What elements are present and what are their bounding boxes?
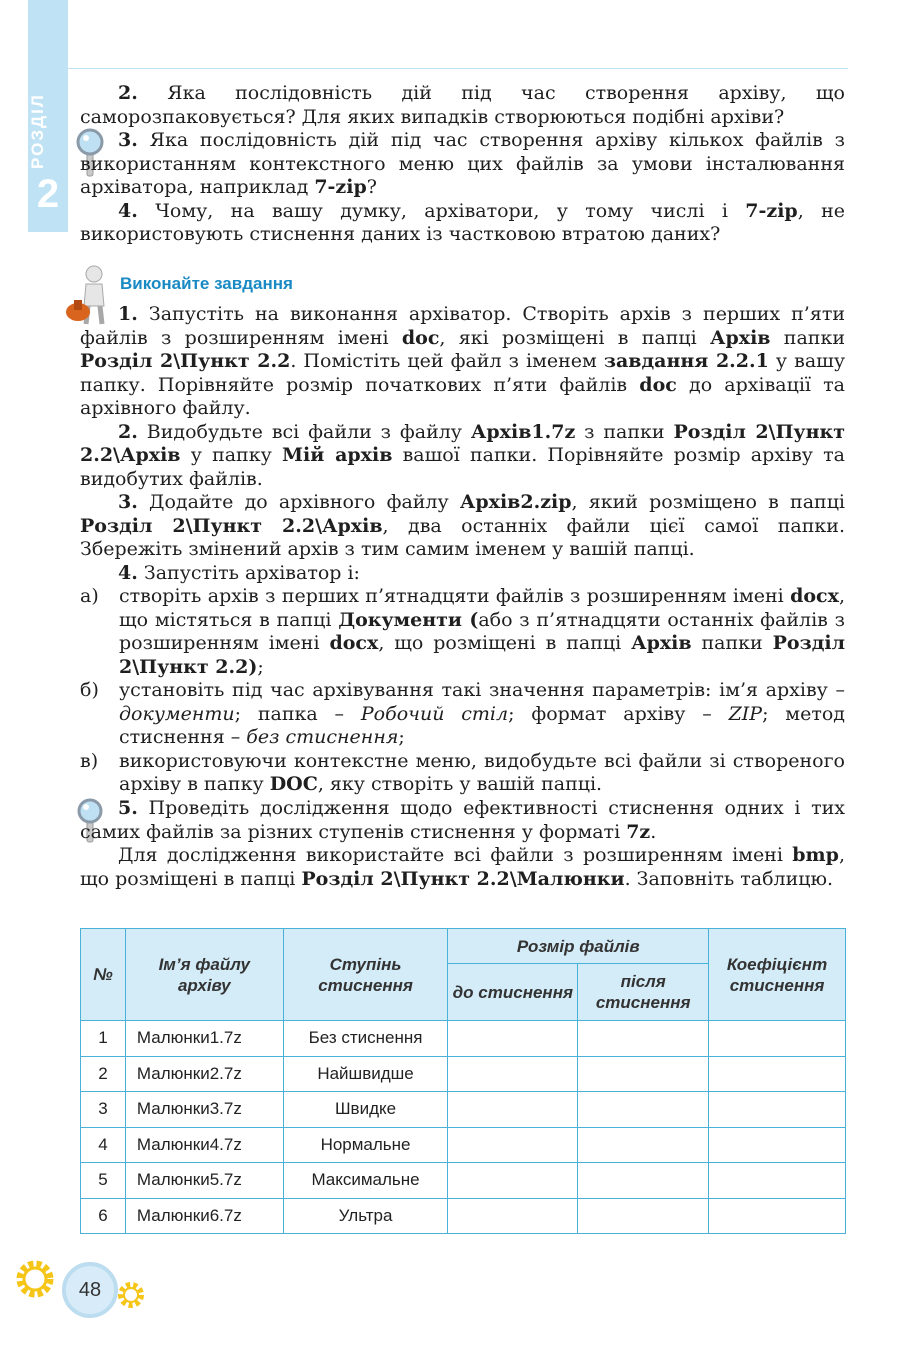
top-rule xyxy=(68,68,848,69)
row-file-name: Малюнки6.7z xyxy=(125,1198,283,1234)
row-size-before xyxy=(448,1092,578,1128)
row-degree: Нормальне xyxy=(283,1127,448,1163)
table-row xyxy=(81,1163,846,1199)
gear-icon xyxy=(14,1258,56,1300)
row-ratio xyxy=(709,1092,846,1128)
header-num: № xyxy=(81,929,126,1021)
row-file-name: Малюнки5.7z xyxy=(125,1163,283,1199)
row-num: 3 xyxy=(81,1092,126,1128)
row-ratio xyxy=(709,1127,846,1163)
header-file-name: Ім’я файлу архіву xyxy=(125,929,283,1021)
question-4: 4. Чому, на вашу думку, архіватори, у тому числі і 7-zip, не використовують стиснення даних із частковою втратою даних? xyxy=(80,199,845,245)
task-3: 3. Додайте до архівного файлу Архів2.zip, який розміщено в папці Розділ 2\Пункт 2.2\Архів, два останніх файли цієї самої папки. Збережіть змінений архів з тим самим іменем у вашій папці. xyxy=(80,491,845,560)
row-file-name: Малюнки2.7z xyxy=(125,1056,283,1092)
questions-block xyxy=(80,82,845,247)
tasks-block xyxy=(80,303,845,797)
row-file-name: Малюнки3.7z xyxy=(125,1092,283,1128)
results-table xyxy=(80,928,846,1234)
task-5: 5. Проведіть дослідження щодо ефективності стиснення одних і тих самих файлів за різних ступенів стиснення у форматі 7z. xyxy=(80,797,845,843)
row-ratio xyxy=(709,1056,846,1092)
page-number: 48 xyxy=(62,1262,118,1318)
row-size-before xyxy=(448,1021,578,1057)
row-size-after xyxy=(578,1056,709,1092)
row-degree: Без стиснення xyxy=(283,1021,448,1057)
question-3: 3. Яка послідовність дій під час створення архіву кількох файлів з використанням контекстного меню цих файлів за умови інсталювання архіватора, наприклад 7-zip? xyxy=(80,129,845,198)
task-4-item-a: а) створіть архів з перших п’ятнадцяти файлів з розширенням імені docx, що містяться в папці Документи (або з п’ятнадцяти останніх файлів з розширенням імені docx, що розміщені в папці Архів папки Розділ 2\Пункт 2.2); xyxy=(80,585,845,678)
table-row xyxy=(81,1198,846,1234)
row-size-after xyxy=(578,1092,709,1128)
header-compression-degree: Ступінь стиснення xyxy=(283,929,448,1021)
section-heading: Виконайте завдання xyxy=(120,274,293,293)
row-degree: Швидке xyxy=(283,1092,448,1128)
row-size-after xyxy=(578,1127,709,1163)
task-4-item-c: в) використовуючи контекстне меню, видобудьте всі файли зі створеного архіву в папку DOC, яку створіть у вашій папці. xyxy=(80,749,845,795)
task-2: 2. Видобудьте всі файли з файлу Архів1.7z з папки Розділ 2\Пункт 2.2\Архів у папку Мій архів вашої папки. Порівняйте розмір архіву та видобутих файлів. xyxy=(80,420,845,490)
row-file-name: Малюнки4.7z xyxy=(125,1127,283,1163)
table-row xyxy=(81,1127,846,1163)
task-1: 1. Запустіть на виконання архіватор. Створіть архів з перших п’яти файлів з розширенням імені doc, які розміщені в папці Архів папки Розділ 2\Пункт 2.2. Помістіть цей файл з іменем завдання 2.2.1 у вашу папку. Порівняйте розмір початкових п’яти файлів doc до архівації та архівного файлу. xyxy=(80,303,846,419)
row-num: 6 xyxy=(81,1198,126,1234)
table-row xyxy=(81,1056,846,1092)
chapter-tab-word: РОЗДІЛ xyxy=(28,93,47,169)
row-num: 1 xyxy=(81,1021,126,1057)
row-ratio xyxy=(709,1198,846,1234)
row-size-before xyxy=(448,1198,578,1234)
row-size-before xyxy=(448,1163,578,1199)
row-size-after xyxy=(578,1163,709,1199)
table-row xyxy=(81,1092,846,1128)
row-degree: Найшвидше xyxy=(283,1056,448,1092)
row-num: 5 xyxy=(81,1163,126,1199)
task-4: 4. Запустіть архіватор і: xyxy=(118,561,360,584)
header-compression-ratio: Коефіцієнт стиснення xyxy=(709,929,846,1021)
row-num: 2 xyxy=(81,1056,126,1092)
row-file-name: Малюнки1.7z xyxy=(125,1021,283,1057)
task-5-instructions: Для дослідження використайте всі файли з розширенням імені bmp, що розміщені в папці Розділ 2\Пункт 2.2\Малюнки. Заповніть таблицю. xyxy=(80,844,845,890)
row-degree: Максимальне xyxy=(283,1163,448,1199)
row-size-before xyxy=(448,1127,578,1163)
row-size-after xyxy=(578,1198,709,1234)
row-degree: Ультра xyxy=(283,1198,448,1234)
row-ratio xyxy=(709,1163,846,1199)
task-5-block xyxy=(80,797,845,891)
task-4-item-b: б) установіть під час архівування такі значення параметрів: ім’я архіву – документи; папка – Робочий стіл; формат архіву – ZIP; метод стиснення – без стиснення; xyxy=(80,679,845,748)
row-num: 4 xyxy=(81,1127,126,1163)
row-ratio xyxy=(709,1021,846,1057)
gear-icon xyxy=(116,1280,146,1310)
question-2: 2. Яка послідовність дій під час створення архіву, що саморозпаковується? Для яких випадків створюються подібні архіви? xyxy=(80,82,845,128)
header-size-before: до стиснення xyxy=(448,964,578,1021)
row-size-after xyxy=(578,1021,709,1057)
row-size-before xyxy=(448,1056,578,1092)
header-size-after: після стиснення xyxy=(578,964,709,1021)
table-row xyxy=(81,1021,846,1057)
chapter-tab-number: 2 xyxy=(36,172,60,216)
header-file-size: Розмір файлів xyxy=(448,929,709,964)
